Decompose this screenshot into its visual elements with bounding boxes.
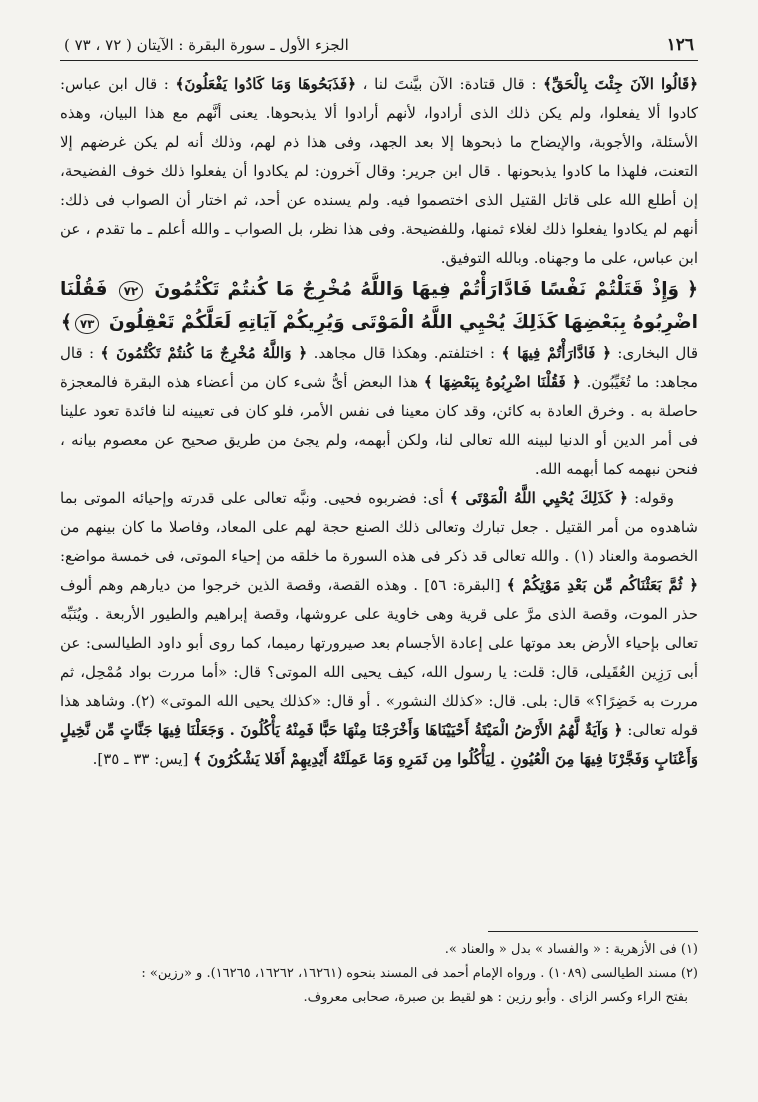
commentary-text: قال البخارى: xyxy=(610,344,699,362)
commentary-text: [البقرة: ٥٦] . وهذه القصة، وقصة الذين خرجوا من ديارهم وهم ألوف حذر الموت، وقصة الذى مرَّ على قرية وهى خاوية على عروشها، وقصة إبراهيم والطيور الأربعة . ويُنَبِّه تعالى بإحياء الأرض بعد موتها على إعادة الأجسام بعد صيرورتها رميما، كما روى أبو داود الطيالسى: عن أبى رَزِين العُقَيلى، قال: قلت: يا رسول الله، كيف يحيى الله الموتى؟ قال: «أما مررت بواد مُمْحِل، ثم مررت به خَضِرًا؟» قال: بلى. قال: «كذلك النشور» . أو قال: «كذلك يحيى الله الموتى» (٢). وشاهد هذا قوله تعالى: xyxy=(60,576,698,739)
quran-quote: ﴿ وَاللَّهُ مُخْرِجٌ مَا كُنتُمْ تَكْتُمُونَ ﴾ xyxy=(100,344,308,362)
quran-quote: ﴿ وَآيَةٌ لَّهُمُ الأَرْضُ الْمَيْتَةُ أَحْيَيْنَاهَا وَأَخْرَجْنَا مِنْهَا حَبًّا فَمِنْهُ يَأْكُلُونَ . وَجَعَلْنَا فِيهَا جَنَّاتٍ مِّن نَّخِيلٍ وَأَعْنَابٍ وَفَجَّرْنَا فِيهَا مِنَ الْعُيُونِ . لِيَأْكُلُوا مِن ثَمَرِهِ وَمَا عَمِلَتْهُ أَيْدِيهِمْ أَفَلا يَشْكُرُونَ ﴾ xyxy=(60,721,698,768)
footnote-divider xyxy=(488,931,698,932)
page-header xyxy=(60,30,698,61)
verse-text-72: وَإِذْ قَتَلْتُمْ نَفْسًا فَادَّارَأْتُمْ فِيهَا وَاللَّهُ مُخْرِجٌ مَا كُنتُمْ تَكْتُمُونَ xyxy=(146,279,688,300)
quran-quote: ﴿فَذَبَحُوهَا وَمَا كَادُوا يَفْعَلُونَ﴾ xyxy=(175,75,356,93)
running-title: الجزء الأول ـ سورة البقرة : الآيتان ( ٧٢ ، ٧٣ ) xyxy=(64,36,349,54)
verse-open-bracket: ﴿ xyxy=(687,279,699,300)
commentary-text: : اختلفتم. وهكذا قال مجاهد. xyxy=(307,344,502,362)
footnote-2: (٢) مسند الطيالسى (١٠٨٩) . ورواه الإمام أحمد فى المسند بنحوه (١٦٢٦١، ١٦٢٦٢، ١٦٢٦٥). و «رزين» : xyxy=(141,966,698,981)
quran-quote: ﴿ فَادَّارَأْتُمْ فِيهَا ﴾ xyxy=(501,344,611,362)
verse-text-73: فَقُلْنَا اضْرِبُوهُ بِبَعْضِهَا كَذَلِكَ يُحْيِي اللَّهُ الْمَوْتَى وَيُرِيكُمْ آيَاتِهِ لَعَلَّكُمْ تَعْقِلُونَ xyxy=(60,279,698,333)
footnote-1: (١) فى الأزهرية : « والفساد » بدل « والعناد ». xyxy=(444,942,698,957)
commentary-paragraph-1 xyxy=(60,70,698,273)
commentary-text: : قال قتادة: الآن بيَّنتَ لنا ، xyxy=(355,75,544,93)
page-number: ١٢٦ xyxy=(666,35,694,55)
commentary-text: [يس: ٣٣ ـ ٣٥]. xyxy=(92,750,194,768)
commentary-text: أى: فضربوه فحيى. ونبَّه تعالى على قدرته وإحيائه الموتى بما شاهدوه من أمر القتيل . جعل تبارك وتعالى ذلك الصنع حجة لهم على المعاد، وفاصلا ما كان بينهم من الخصومة والعناد (١) . والله تعالى قد ذكر فى هذه السورة ما خلقه من إحياء الموتى، فى خمسة مواضع: xyxy=(60,489,698,565)
commentary-text: : قال مجاهد: ما تُغَيِّبُون. xyxy=(60,344,698,391)
commentary-text: : قال ابن عباس: كادوا ألا يفعلوا، ولم يكن ذلك الذى أرادوا، لأنهم أرادوا ألا يذبحوها. يعنى أنَّهم مع هذا البيان، وهذه الأسئلة، والأجوبة، والإيضاح ما ذبحوها إلا بعد الجهد، وفى هذا ذم لهم، وذلك أنه لم يكن غرضهم إلا التعنت، فلهذا ما كادوا يذبحونها . قال ابن جرير: وقال آخرون: لم يكادوا أن يفعلوا ذلك خوف الفضيحة، إن أطلع الله على قاتل القتيل الذى اختصموا فيه. ولم يسنده عن أحد، ثم اختار أن الصواب فى ذلك: أنهم لم يكادوا يفعلوا ذلك لغلاء ثمنها، وللفضيحة. وفى هذا نظر، بل الصواب ـ والله أعلم ـ ما تقدم ، عن ابن عباس، على ما وجهناه. وبالله التوفيق. xyxy=(60,75,698,267)
commentary-paragraph-3 xyxy=(60,484,698,774)
verse-number-72: ٧٢ xyxy=(119,281,144,301)
commentary-text: هذا البعض أىُّ شىء كان من أعضاء هذه البقرة فالمعجزة حاصلة به . وخرق العادة به كائن، وقد كان معينا فى نفس الأمر، فلو كان فى تعيينه لنا فائدة تعود علينا فى أمر الدين أو الدنيا لبينه الله تعالى لنا، ولكن أبهمه، ولم يجئ من طريق صحيح عن معصوم بيانه ، فنحن نبهمه كما أبهمه الله. xyxy=(60,373,698,478)
commentary-paragraph-2 xyxy=(60,339,698,484)
quran-quote: ﴿ فَقُلْنَا اضْرِبُوهُ بِبَعْضِهَا ﴾ xyxy=(423,373,581,391)
verse-close-bracket: ﴾ xyxy=(60,312,72,333)
footnotes xyxy=(60,938,698,1010)
footnote-2-continued: بفتح الراء وكسر الزاى . وأبو رزين : هو لقيط بن صبرة، صحابى معروف. xyxy=(303,990,688,1005)
verse-number-73: ٧٣ xyxy=(75,314,100,334)
commentary-text: وقوله: xyxy=(627,489,674,507)
main-text xyxy=(60,70,698,774)
quran-verse-block xyxy=(60,273,698,339)
quran-quote: ﴿ ثُمَّ بَعَثْنَاكُم مِّن بَعْدِ مَوْتِكُمْ ﴾ xyxy=(506,576,699,594)
quran-quote: ﴿قَالُوا الآنَ جِئْتَ بِالْحَقِّ﴾ xyxy=(543,75,698,93)
quran-quote: ﴿ كَذَلِكَ يُحْيِي اللَّهُ الْمَوْتَى ﴾ xyxy=(449,489,628,507)
